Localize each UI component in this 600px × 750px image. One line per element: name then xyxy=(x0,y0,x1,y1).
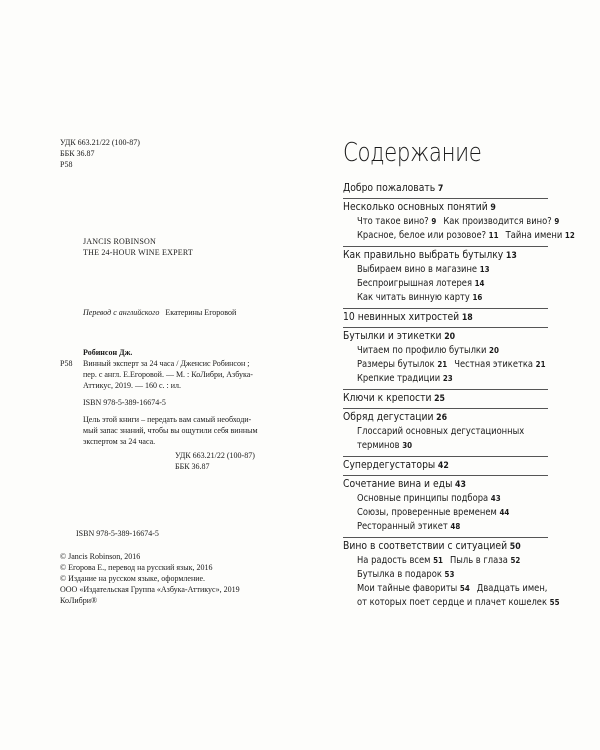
section-divider xyxy=(343,308,548,309)
udk-bottom: УДК 663.21/22 (100-87) xyxy=(175,451,255,460)
toc-section: Супердегустаторы 42 xyxy=(343,459,449,471)
translator-name: Екатерины Егоровой xyxy=(165,308,237,317)
copyright-3: © Издание на русском языке, оформление. xyxy=(60,574,206,583)
toc-section: Вино в соответствии с ситуацией 50 xyxy=(343,540,521,552)
toc-section: Сочетание вина и еды 43 xyxy=(343,478,466,490)
isbn-2: ISBN 978-5-389-16674-5 xyxy=(76,529,159,538)
section-divider xyxy=(343,327,548,328)
toc-section: Как правильно выбрать бутылку 13 xyxy=(343,249,517,261)
toc-subsection: Выбираем вино в магазине 13 xyxy=(357,264,490,275)
section-divider xyxy=(343,246,548,247)
toc-section: Обряд дегустации 26 xyxy=(343,411,448,423)
toc-subsection: Глоссарий основных дегустационных xyxy=(357,426,525,437)
copyright-4: ООО «Издательская Группа «Азбука-Аттикус», 2019 xyxy=(60,585,240,594)
toc-subsection: Читаем по профилю бутылки 20 xyxy=(357,345,499,356)
description-line-3: экспертом за 24 часа. xyxy=(83,437,156,446)
code-top: Р58 xyxy=(60,160,73,169)
author-ru: Робинсон Дж. xyxy=(83,348,133,357)
section-divider xyxy=(343,408,548,409)
toc-subsection: Красное, белое или розовое? 11 Тайна имени 12 xyxy=(357,230,575,241)
toc-section: Бутылки и этикетки 20 xyxy=(343,330,456,342)
toc-section: Несколько основных понятий 9 xyxy=(343,201,496,213)
section-divider xyxy=(343,389,548,390)
isbn-1: ISBN 978-5-389-16674-5 xyxy=(83,398,166,407)
toc-subsection: Ресторанный этикет 48 xyxy=(357,521,461,532)
copyright-2: © Егорова Е., перевод на русский язык, 2016 xyxy=(60,563,213,572)
bbk-top: ББК 36.87 xyxy=(60,149,95,158)
biblio-line-3: Аттикус, 2019. — 160 с. : ил. xyxy=(83,381,182,390)
toc-subsection: Мои тайные фавориты 54 Двадцать имен, xyxy=(357,583,548,594)
description-line-1: Цель этой книги – передать вам самый необходи- xyxy=(83,415,252,424)
page-title: Содержание xyxy=(343,138,482,168)
toc-subsection: Крепкие традиции 23 xyxy=(357,373,453,384)
translation-label: Перевод с английского xyxy=(83,308,160,317)
toc-subsection: Как читать винную карту 16 xyxy=(357,292,483,303)
translation-line xyxy=(83,307,236,318)
biblio-line-1: Винный эксперт за 24 часа / Дженсис Робинсон ; xyxy=(83,359,250,368)
title-en: THE 24-HOUR WINE EXPERT xyxy=(83,248,193,257)
toc-subsection: Размеры бутылок 21 Честная этикетка 21 xyxy=(357,359,546,370)
section-divider xyxy=(343,456,548,457)
toc-section: 10 невинных хитростей 18 xyxy=(343,311,473,323)
toc-subsection: Что такое вино? 9 Как производится вино? 9 xyxy=(357,216,560,227)
copyright-5: КоЛибри® xyxy=(60,596,98,605)
section-divider xyxy=(343,475,548,476)
toc-section: Ключи к крепости 25 xyxy=(343,392,446,404)
description-line-2: мый запас знаний, чтобы вы ощутили себя винным xyxy=(83,426,258,435)
biblio-line-2: пер. с англ. Е.Егоровой. — М. : КоЛибри, Азбука- xyxy=(83,370,253,379)
toc-subsection: Бутылка в подарок 53 xyxy=(357,569,455,580)
toc-subsection: Основные принципы подбора 43 xyxy=(357,493,501,504)
section-divider xyxy=(343,198,548,199)
toc-subsection: терминов 30 xyxy=(357,440,413,451)
toc-section: Добро пожаловать 7 xyxy=(343,182,444,194)
toc-subsection: от которых поет сердце и плачет кошелек 55 xyxy=(357,597,560,608)
bbk-bottom: ББК 36.87 xyxy=(175,462,210,471)
toc-subsection: Союзы, проверенные временем 44 xyxy=(357,507,510,518)
author-en: JANCIS ROBINSON xyxy=(83,237,157,246)
toc-subsection: Беспроигрышная лотерея 14 xyxy=(357,278,485,289)
udk-top: УДК 663.21/22 (100-87) xyxy=(60,138,140,147)
copyright-1: © Jancis Robinson, 2016 xyxy=(60,552,141,561)
section-divider xyxy=(343,537,548,538)
toc-subsection: На радость всем 51 Пыль в глаза 52 xyxy=(357,555,521,566)
side-code: Р58 xyxy=(60,359,73,368)
